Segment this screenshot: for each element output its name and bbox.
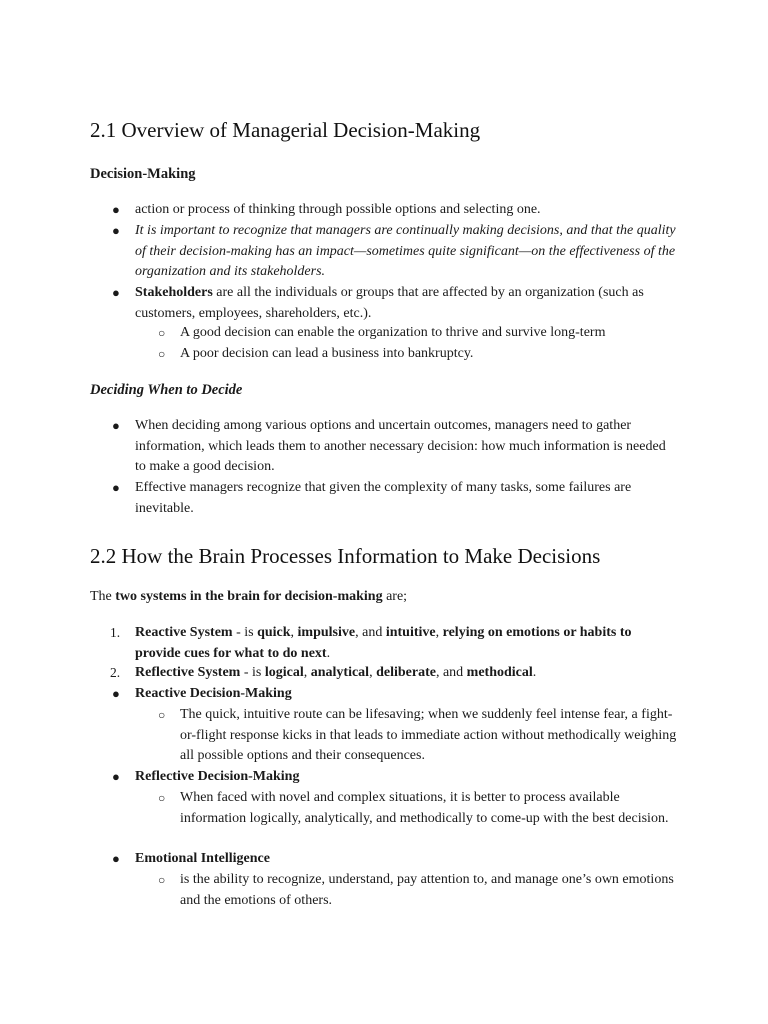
sub-list-item <box>158 788 680 829</box>
list-item <box>112 416 680 478</box>
text: - is <box>240 665 265 680</box>
text: , <box>369 665 377 680</box>
sub-list-item-text: A good decision can enable the organization to thrive and survive long-term <box>180 325 606 340</box>
sub-list-item-text: When faced with novel and complex situations, it is better to process available information logically, analytically, and methodically to come-up with the best decision. <box>180 790 669 826</box>
sub-list-item <box>158 705 680 767</box>
list-item <box>112 221 680 283</box>
two-systems-intro <box>90 587 407 607</box>
term: relying on emotions or habits to provide cues for what to do next <box>135 625 632 661</box>
reflective-decision-making-title: Reflective Decision-Making <box>135 769 300 784</box>
text: , and <box>355 625 386 640</box>
decision-making-heading: Decision-Making <box>90 166 196 182</box>
circle-marker: ○ <box>158 791 166 805</box>
text: , <box>435 625 443 640</box>
term: quick <box>257 625 291 640</box>
text: , and <box>435 665 467 680</box>
term: analytical <box>310 665 370 680</box>
list-item <box>112 684 680 705</box>
number-marker: 1. <box>110 625 121 640</box>
list-item <box>112 478 680 519</box>
text: , <box>303 665 311 680</box>
deciding-when-to-decide-heading: Deciding When to Decide <box>90 382 243 398</box>
list-item-text: It is important to recognize that managers are continually making decisions, and that the quality of their decision-making has an impact—sometimes quite significant—on the effectiveness of the organization and its stakeholders. <box>135 223 676 279</box>
term: Reactive System <box>135 625 233 640</box>
number-marker: 2. <box>110 665 121 680</box>
list-item <box>112 283 680 324</box>
list-item-text: Effective managers recognize that given the complexity of many tasks, some failures are inevitable. <box>135 480 632 516</box>
text: - is <box>232 625 258 640</box>
stakeholders-term: Stakeholders <box>135 285 213 300</box>
list-item <box>112 767 680 788</box>
term: impulsive <box>297 625 356 640</box>
list-item <box>112 200 680 221</box>
sub-list-item-text: is the ability to recognize, understand, pay attention to, and manage one’s own emotions and the emotions of others. <box>180 872 674 908</box>
bullet-marker: ● <box>112 769 120 784</box>
term: logical <box>264 665 304 680</box>
section-2-2-title: 2.2 How the Brain Processes Information to Make Decisions <box>90 544 601 568</box>
sub-list-item <box>158 344 680 365</box>
text: . <box>532 665 537 680</box>
sub-list-item <box>158 870 680 911</box>
bullet-marker: ● <box>112 418 120 433</box>
list-item-text: action or process of thinking through possible options and selecting one. <box>135 202 541 217</box>
bullet-marker: ● <box>112 202 120 217</box>
term: intuitive <box>385 625 436 640</box>
emotional-intelligence-title: Emotional Intelligence <box>135 851 270 866</box>
section-2-1-title: 2.1 Overview of Managerial Decision-Making <box>90 118 481 142</box>
circle-marker: ○ <box>158 326 166 340</box>
text: . <box>326 645 331 661</box>
term: deliberate <box>376 665 436 680</box>
term: methodical <box>466 665 533 680</box>
bullet-marker: ● <box>112 480 120 495</box>
circle-marker: ○ <box>158 347 166 361</box>
bullet-marker: ● <box>112 223 120 238</box>
bullet-marker: ● <box>112 686 120 701</box>
term: Reflective System <box>135 665 241 680</box>
sub-list-item <box>158 323 680 344</box>
circle-marker: ○ <box>158 873 166 887</box>
sub-list-item-text: The quick, intuitive route can be lifesaving; when we suddenly feel intense fear, a fight-or-flight response kicks in that leads to immediate action without methodically weighing all possible options and their consequences. <box>180 707 677 763</box>
text: , <box>290 625 298 640</box>
intro-text-end: are; <box>382 589 408 604</box>
intro-emphasis: two systems in the brain for decision-making <box>115 589 383 604</box>
bullet-marker: ● <box>112 285 120 300</box>
list-item-text: are all the individuals or groups that are affected by an organization (such as customers, employees, shareholders, etc.). <box>135 285 644 321</box>
intro-text: The <box>90 589 116 604</box>
reactive-decision-making-title: Reactive Decision-Making <box>135 686 292 701</box>
list-item <box>112 849 680 870</box>
list-item-text: When deciding among various options and uncertain outcomes, managers need to gather information, which leads them to another necessary decision: how much information is needed to make a good decision. <box>135 418 666 474</box>
numbered-item-reactive-system <box>110 623 680 664</box>
sub-list-item-text: A poor decision can lead a business into bankruptcy. <box>180 346 474 361</box>
numbered-item-reflective-system <box>110 663 680 684</box>
circle-marker: ○ <box>158 708 166 722</box>
bullet-marker: ● <box>112 851 120 866</box>
